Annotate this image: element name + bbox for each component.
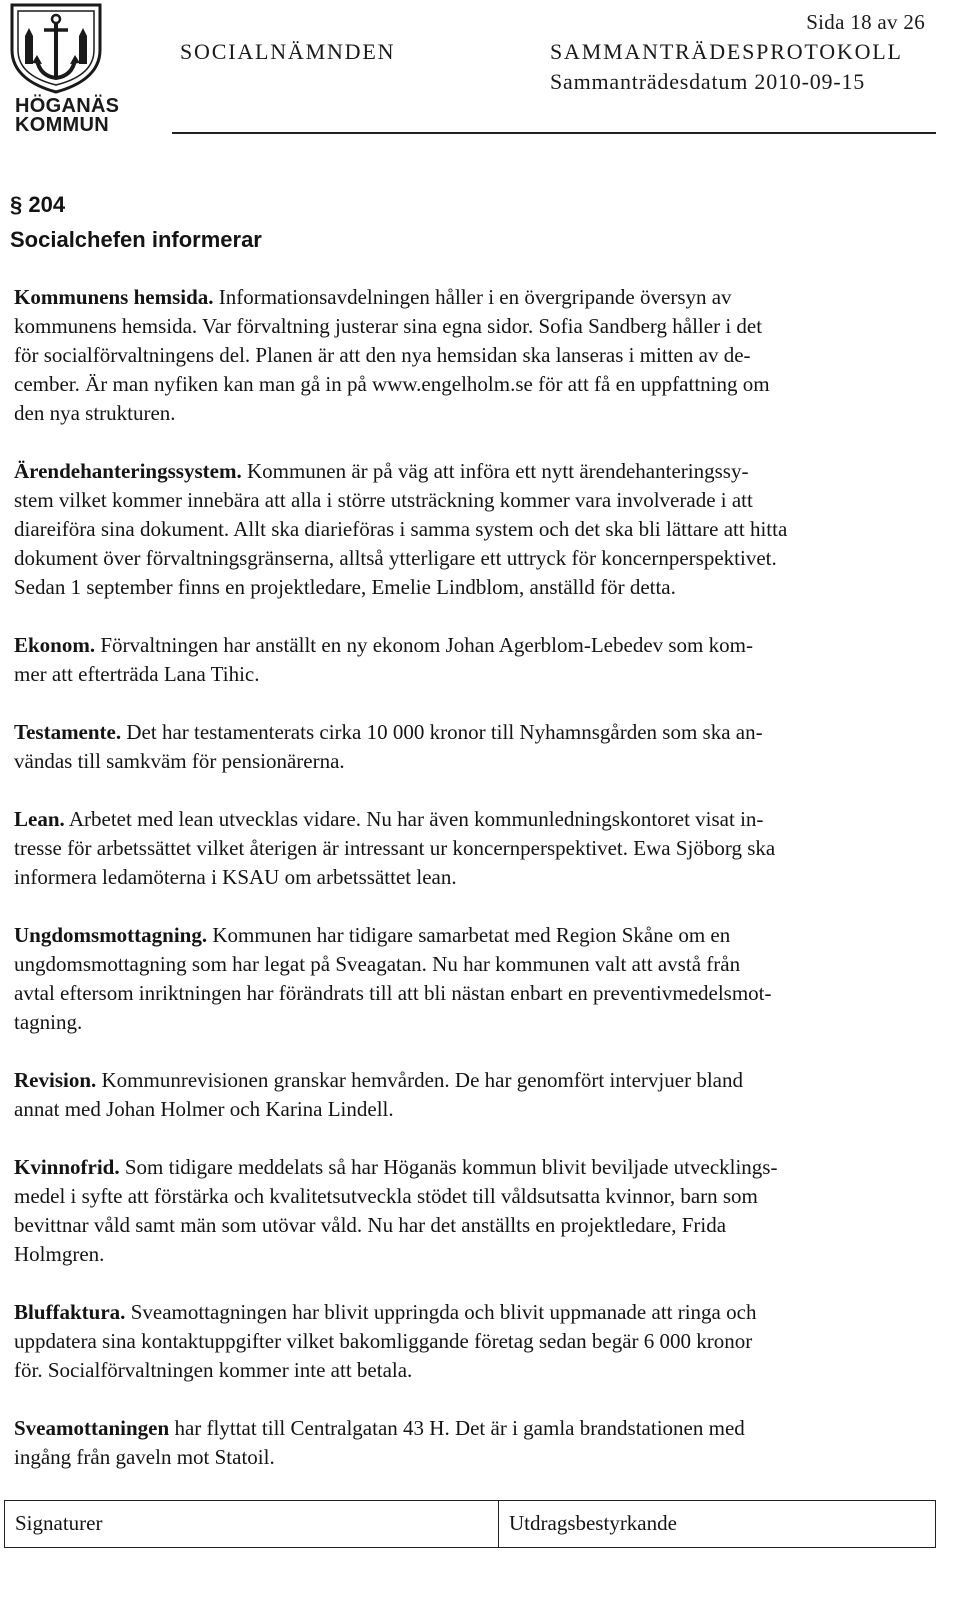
paragraph-line: vändas till samkväm för pensionärerna. [14,749,345,773]
document-type: SAMMANTRÄDESPROTOKOLL [550,39,903,64]
paragraph-line: den nya strukturen. [14,401,176,425]
paragraph-text: Sveamottagningen har blivit uppringda och blivit uppmanade att ringa och [130,1300,757,1324]
paragraph-text: Kommunrevisionen granskar hemvården. De har genomfört intervjuer bland [101,1068,743,1092]
paragraph-text: Som tidigare meddelats så har Höganäs kommun blivit beviljade utvecklings- [124,1155,778,1179]
paragraph-lean [14,805,944,892]
paragraph-text: Kommunen har tidigare samarbetat med Region Skåne om en [212,923,731,947]
paragraph-heading: Lean. [14,807,65,831]
paragraph-line [14,283,944,312]
section-title: Socialchefen informerar [10,227,262,252]
paragraph-bluffaktura [14,1298,944,1385]
signatures-cell: Signaturer [5,1501,499,1547]
paragraph-heading: Kvinnofrid. [14,1155,120,1179]
paragraph-line [14,1298,944,1327]
paragraph-line: ingång från gaveln mot Statoil. [14,1445,275,1469]
paragraph-line: bevittnar våld samt män som utövar våld. Nu har det anställts en projektledare, Frida [14,1213,727,1237]
paragraph-line: för socialförvaltningens del. Planen är att den nya hemsidan ska lanseras i mitten av de- [14,343,751,367]
paragraph-line [14,718,944,747]
paragraph-line [14,805,944,834]
paragraph-line: ungdomsmottagning som har legat på Sveagatan. Nu har kommunen valt att avstå från [14,952,741,976]
paragraph-heading: Kommunens hemsida. [14,285,214,309]
paragraph-line [14,1414,944,1443]
paragraph-text: Arbetet med lean utvecklas vidare. Nu har även kommunledningskontoret visat in- [68,807,764,831]
committee-name: SOCIALNÄMNDEN [180,39,396,64]
paragraph-line: Sedan 1 september finns en projektledare, Emelie Lindblom, anställd för detta. [14,575,676,599]
logo-text-kommun: KOMMUN [15,114,110,136]
header-divider [172,132,936,134]
paragraph-revision [14,1066,944,1124]
paragraph-line: informera ledamöterna i KSAU om arbetssättet lean. [14,865,457,889]
paragraph-line: uppdatera sina kontaktuppgifter vilket bakomliggande företag sedan begär 6 000 kronor [14,1329,753,1353]
paragraph-heading: Bluffaktura. [14,1300,126,1324]
footer-signature-table [4,1500,936,1548]
paragraph-heading: Testamente. [14,720,122,744]
page-number: Sida 18 av 26 [806,10,925,34]
paragraph-ekonom [14,631,944,689]
paragraph-line [14,1153,944,1182]
paragraph-line [14,921,944,950]
paragraph-ungdomsmottagning [14,921,944,1037]
logo-text-hoganas: HÖGANÄS [15,95,120,117]
paragraph-line: för. Socialförvaltningen kommer inte att betala. [14,1358,413,1382]
paragraph-heading: Ungdomsmottagning. [14,923,208,947]
paragraph-testamente [14,718,944,776]
paragraph-line: diareiföra sina dokument. Allt ska diarieföras i samma system och det ska bli lättare att hitta [14,517,788,541]
paragraph-line: stem vilket kommer innebära att alla i större utsträckning kommer vara involverade i att [14,488,753,512]
paragraph-kommunens-hemsida [14,283,944,428]
coat-of-arms-icon [6,0,106,94]
paragraph-line [14,457,944,486]
meeting-date: Sammanträdesdatum 2010-09-15 [550,69,866,94]
paragraph-line: Holmgren. [14,1242,105,1266]
paragraph-line: kommunens hemsida. Var förvaltning justerar sina egna sidor. Sofia Sandberg håller i det [14,314,763,338]
paragraph-line: annat med Johan Holmer och Karina Lindell. [14,1097,394,1121]
paragraph-line: cember. Är man nyfiken kan man gå in på www.engelholm.se för att få en uppfattning om [14,372,770,396]
paragraph-text: Informationsavdelningen håller i en övergripande översyn av [218,285,732,309]
section-number: § 204 [10,192,66,217]
paragraph-heading: Sveamottaningen [14,1416,170,1440]
document-body [14,283,944,1501]
paragraph-line: medel i syfte att förstärka och kvalitetsutveckla stödet till våldsutsatta kvinnor, barn som [14,1184,758,1208]
paragraph-heading: Ärendehanteringssystem. [14,459,242,483]
paragraph-text: har flyttat till Centralgatan 43 H. Det är i gamla brandstationen med [174,1416,745,1440]
paragraph-line [14,631,944,660]
paragraph-line: tagning. [14,1010,83,1034]
certification-cell: Utdragsbestyrkande [509,1511,677,1535]
paragraph-line: mer att efterträda Lana Tihic. [14,662,260,686]
paragraph-heading: Ekonom. [14,633,96,657]
paragraph-heading: Revision. [14,1068,97,1092]
paragraph-text: Det har testamenterats cirka 10 000 kronor till Nyhamnsgården som ska an- [126,720,763,744]
paragraph-line: dokument över förvaltningsgränserna, alltså ytterligare ett uttryck för koncernperspektivet. [14,546,777,570]
paragraph-text: Förvaltningen har anställt en ny ekonom Johan Agerblom-Lebedev som kom- [100,633,753,657]
paragraph-sveamottaningen [14,1414,944,1472]
paragraph-kvinnofrid [14,1153,944,1269]
paragraph-line: avtal eftersom inriktningen har förändrats till att bli nästan enbart en preventivmedelsmot- [14,981,772,1005]
paragraph-arendehanteringssystem [14,457,944,602]
paragraph-line [14,1066,944,1095]
paragraph-text: Kommunen är på väg att införa ett nytt ärendehanteringssy- [246,459,749,483]
paragraph-line: tresse för arbetssättet vilket återigen är intressant ur koncernperspektivet. Ewa Sjöborg ska [14,836,776,860]
